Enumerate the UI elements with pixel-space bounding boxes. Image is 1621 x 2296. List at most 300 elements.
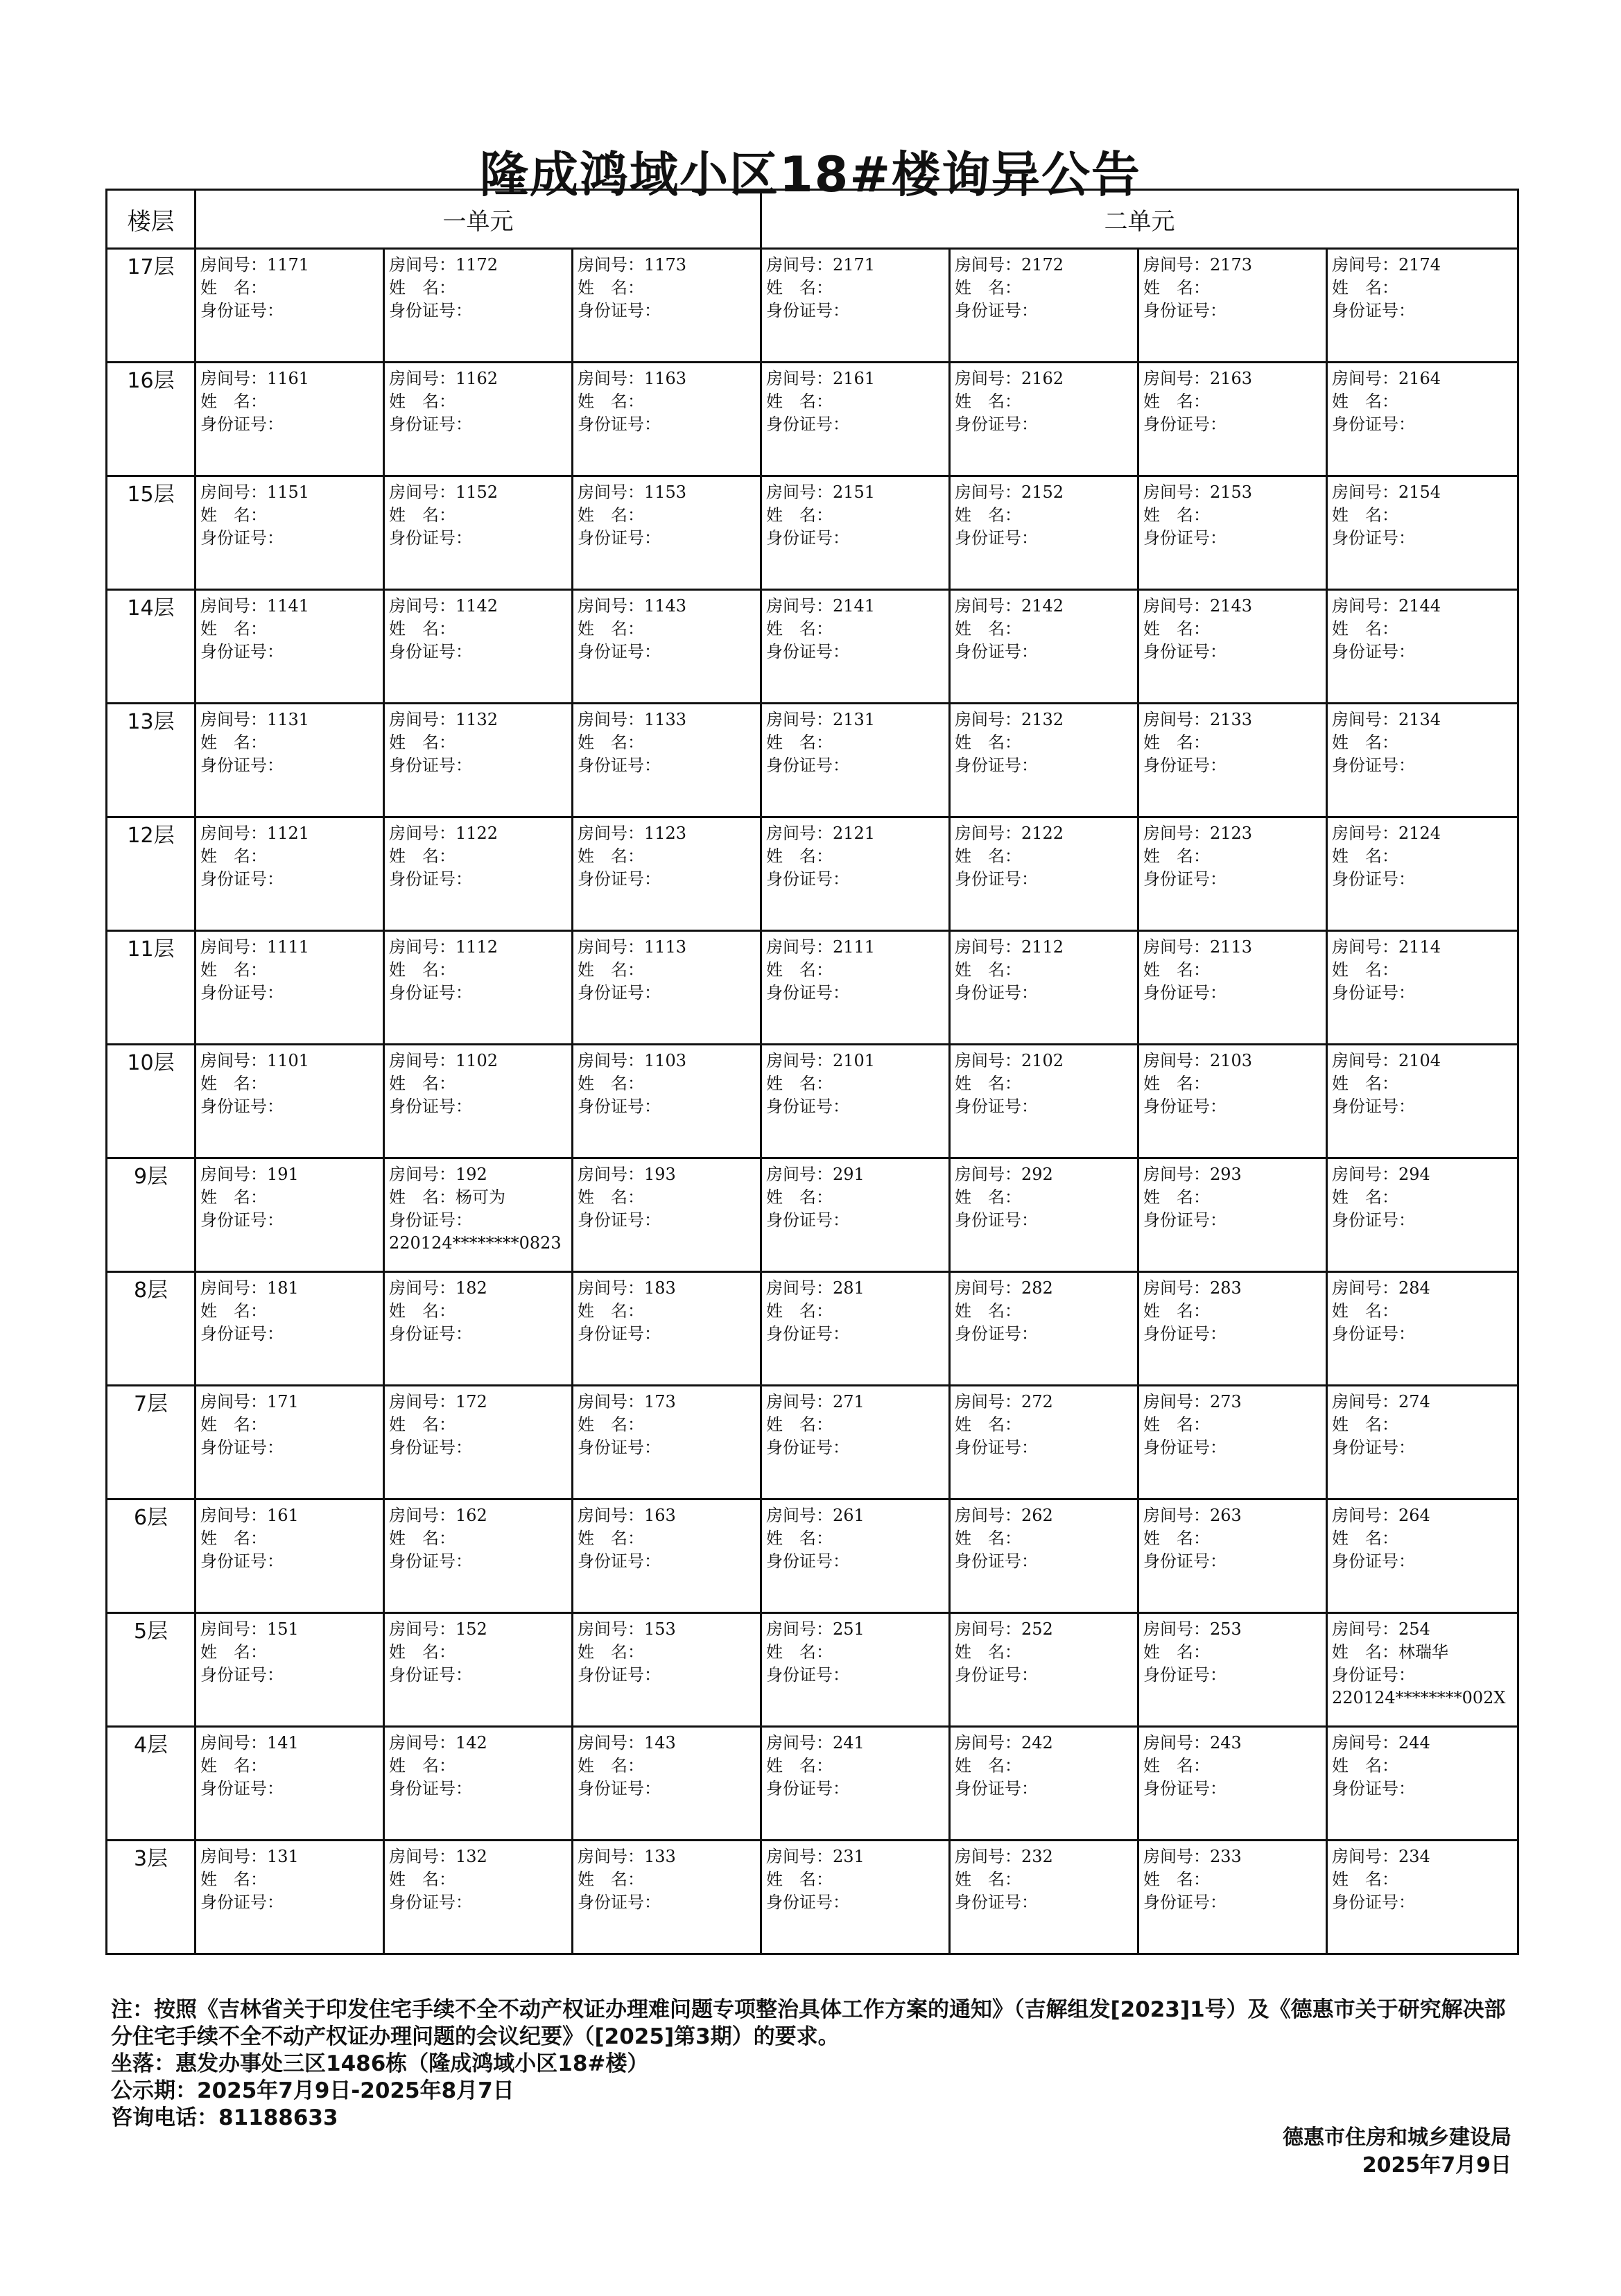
room-id-value (1143, 891, 1326, 914)
room-id-label: 身份证号： (955, 1097, 1038, 1116)
room-name-label: 姓 名： (578, 1415, 644, 1434)
room-room-value: 273 (1210, 1392, 1242, 1411)
room-id-label: 身份证号： (389, 301, 472, 320)
room-room-value: 1101 (267, 1051, 310, 1070)
room-room-label: 房间号： (389, 1165, 456, 1184)
room-cell (196, 1841, 384, 1954)
room-id-value (578, 1687, 760, 1710)
room-room-label: 房间号： (578, 824, 644, 843)
room-id-line (578, 299, 760, 322)
room-room-label: 房间号： (1332, 1278, 1398, 1298)
floor-label: 5层 (107, 1613, 196, 1727)
room-id-line (766, 1664, 948, 1687)
room-name-label: 姓 名： (389, 1074, 456, 1093)
floor-label: 6层 (107, 1499, 196, 1613)
room-room-label: 房间号： (389, 937, 456, 957)
room-room-value: 2153 (1210, 482, 1253, 502)
room-id-value (578, 1346, 760, 1368)
room-room-line (955, 595, 1137, 618)
room-room-line (766, 1504, 948, 1527)
room-id-label: 身份证号： (389, 1324, 472, 1343)
room-room-value: 2141 (833, 596, 876, 616)
room-cell (573, 249, 761, 363)
floor-label: 13层 (107, 704, 196, 817)
room-name-line (200, 277, 383, 299)
room-name-line (1143, 1641, 1326, 1664)
room-cell (761, 249, 950, 363)
room-room-label: 房间号： (389, 1051, 456, 1070)
room-name-line (766, 1641, 948, 1664)
room-name-line (1143, 845, 1326, 868)
room-name-label: 姓 名： (1332, 619, 1398, 638)
room-id-line (1143, 1323, 1326, 1346)
room-id-label: 身份证号： (200, 756, 284, 775)
room-room-label: 房间号： (766, 1278, 833, 1298)
room-room-line (578, 1618, 760, 1641)
room-id-label: 身份证号： (1143, 869, 1226, 889)
room-room-label: 房间号： (1332, 1506, 1398, 1525)
room-id-value (578, 1118, 760, 1141)
room-cell (196, 1386, 384, 1499)
room-id-label: 身份证号： (955, 642, 1038, 661)
floor-column-header: 楼层 (107, 190, 196, 249)
room-id-value (200, 550, 383, 573)
room-room-label: 房间号： (1143, 1278, 1210, 1298)
room-id-value (1332, 663, 1517, 686)
room-cell (1138, 1727, 1327, 1841)
room-room-line (1143, 1391, 1326, 1414)
room-name-label: 姓 名： (1143, 1529, 1210, 1548)
room-cell (950, 249, 1138, 363)
room-id-label: 身份证号： (389, 1438, 472, 1457)
room-id-line (955, 754, 1137, 777)
room-room-line (955, 1504, 1137, 1527)
room-name-line (1143, 618, 1326, 641)
room-room-value: 2101 (833, 1051, 876, 1070)
room-room-label: 房间号： (766, 710, 833, 729)
room-room-value: 1161 (267, 369, 310, 388)
room-id-value (1143, 1800, 1326, 1823)
room-name-label: 姓 名： (200, 619, 267, 638)
room-id-line (200, 1891, 383, 1914)
room-cell (384, 1727, 573, 1841)
room-room-label: 房间号： (200, 482, 267, 502)
room-id-line (766, 413, 948, 436)
floor-label: 15层 (107, 476, 196, 590)
room-room-label: 房间号： (766, 1165, 833, 1184)
room-room-label: 房间号： (389, 1733, 456, 1753)
room-room-label: 房间号： (200, 369, 267, 388)
room-id-value (766, 663, 948, 686)
room-id-value (766, 436, 948, 459)
room-cell (950, 1727, 1138, 1841)
room-name-label: 姓 名： (1332, 1301, 1398, 1321)
room-id-line (578, 1323, 760, 1346)
room-cell (950, 931, 1138, 1045)
room-id-value (389, 1800, 571, 1823)
room-room-line (578, 1504, 760, 1527)
room-id-value (389, 777, 571, 800)
room-room-value: 2171 (833, 255, 876, 275)
room-name-label: 姓 名： (578, 505, 644, 525)
room-cell (573, 590, 761, 704)
room-name-line (200, 618, 383, 641)
room-id-label: 身份证号： (1332, 1324, 1415, 1343)
table-row (107, 704, 1518, 817)
room-room-line (1143, 1618, 1326, 1641)
room-id-label: 身份证号： (1143, 301, 1226, 320)
room-id-line (1332, 1436, 1517, 1459)
room-id-line (1143, 1095, 1326, 1118)
room-id-line (766, 1891, 948, 1914)
room-id-line (1143, 1550, 1326, 1573)
room-room-line (1332, 1277, 1517, 1300)
room-cell (1327, 1045, 1518, 1158)
table-row (107, 590, 1518, 704)
room-room-value: 233 (1210, 1847, 1242, 1866)
room-room-value: 2133 (1210, 710, 1253, 729)
room-id-value (389, 1346, 571, 1368)
room-id-label: 身份证号： (200, 1324, 284, 1343)
room-cell (761, 1613, 950, 1727)
room-name-line (578, 731, 760, 754)
floor-label: 16层 (107, 363, 196, 476)
room-room-value: 1122 (456, 824, 499, 843)
room-id-label: 身份证号： (389, 642, 472, 661)
room-id-label: 身份证号： (1143, 1438, 1226, 1457)
room-cell (1138, 1386, 1327, 1499)
room-room-line (955, 1277, 1137, 1300)
room-room-value: 163 (644, 1506, 676, 1525)
room-name-label: 姓 名： (1332, 1188, 1398, 1207)
room-cell (384, 1158, 573, 1272)
room-id-line (389, 1209, 571, 1232)
room-room-label: 房间号： (1332, 710, 1398, 729)
room-id-line (955, 641, 1137, 663)
room-id-value (955, 1346, 1137, 1368)
room-name-label: 姓 名： (200, 1074, 267, 1093)
room-id-line (766, 1436, 948, 1459)
room-cell (573, 704, 761, 817)
room-name-line (766, 959, 948, 982)
room-id-label: 身份证号： (1143, 1893, 1226, 1912)
room-name-line (955, 618, 1137, 641)
room-id-line (389, 1095, 571, 1118)
room-room-label: 房间号： (200, 824, 267, 843)
room-room-label: 房间号： (955, 1392, 1021, 1411)
room-name-label: 姓 名： (1332, 1529, 1398, 1548)
room-id-label: 身份证号： (200, 1210, 284, 1230)
room-cell (950, 1841, 1138, 1954)
room-name-label: 姓 名： (578, 733, 644, 752)
room-id-value (1143, 322, 1326, 345)
room-cell (196, 476, 384, 590)
room-room-value: 1132 (456, 710, 499, 729)
room-room-value: 2114 (1398, 937, 1441, 957)
room-id-line (955, 1550, 1137, 1573)
room-name-line (200, 504, 383, 527)
room-id-value (389, 1687, 571, 1710)
room-id-label: 身份证号： (389, 1665, 472, 1685)
room-cell (1327, 1386, 1518, 1499)
room-name-line (766, 1755, 948, 1777)
room-name-line (200, 1072, 383, 1095)
room-id-line (1143, 1891, 1326, 1914)
room-id-line (389, 1323, 571, 1346)
room-id-line (1332, 982, 1517, 1004)
phone-text: 咨询电话：81188633 (111, 2105, 338, 2130)
room-room-line (766, 254, 948, 277)
room-id-label: 身份证号： (1332, 642, 1415, 661)
room-room-label: 房间号： (1332, 1165, 1398, 1184)
room-room-label: 房间号： (1143, 482, 1210, 502)
location-text: 坐落：惠发办事处三区1486栋（隆成鸿域小区18#楼） (111, 2051, 649, 2076)
room-room-line (1332, 1732, 1517, 1755)
room-name-line (955, 1868, 1137, 1891)
room-name-line (955, 504, 1137, 527)
room-id-line (1332, 1777, 1517, 1800)
room-cell (573, 1045, 761, 1158)
room-cell (1327, 590, 1518, 704)
room-cell (384, 1841, 573, 1954)
room-room-label: 房间号： (200, 1506, 267, 1525)
room-id-value (200, 322, 383, 345)
floor-label: 3层 (107, 1841, 196, 1954)
room-id-value (955, 1687, 1137, 1710)
room-room-line (578, 481, 760, 504)
room-cell (950, 1158, 1138, 1272)
room-name-label: 姓 名： (1332, 1074, 1398, 1093)
room-id-value (955, 1004, 1137, 1027)
room-name-line (578, 1641, 760, 1664)
room-room-label: 房间号： (766, 1847, 833, 1866)
room-id-line (578, 1664, 760, 1687)
room-name-line (766, 1414, 948, 1436)
room-room-line (389, 1504, 571, 1527)
room-room-value: 1153 (644, 482, 687, 502)
room-room-line (1143, 1504, 1326, 1527)
room-id-value (955, 550, 1137, 573)
room-room-value: 192 (456, 1165, 487, 1184)
room-id-label: 身份证号： (1143, 1551, 1226, 1571)
room-room-label: 房间号： (389, 1392, 456, 1411)
room-id-line (955, 1891, 1137, 1914)
room-id-value (578, 1800, 760, 1823)
room-room-line (1143, 254, 1326, 277)
room-cell (384, 1272, 573, 1386)
room-room-value: 171 (267, 1392, 299, 1411)
room-name-label: 姓 名： (1143, 733, 1210, 752)
room-cell (1138, 931, 1327, 1045)
room-name-label: 姓 名： (389, 1870, 456, 1889)
room-id-label: 身份证号： (955, 869, 1038, 889)
room-name-label: 姓 名： (389, 1188, 456, 1207)
room-room-value: 2143 (1210, 596, 1253, 616)
room-room-value: 1123 (644, 824, 687, 843)
room-room-label: 房间号： (200, 1733, 267, 1753)
room-id-label: 身份证号： (578, 528, 661, 548)
room-room-value: 2104 (1398, 1051, 1441, 1070)
room-room-line (578, 367, 760, 390)
room-name-line (1143, 1072, 1326, 1095)
room-cell (573, 817, 761, 931)
room-name-line (955, 731, 1137, 754)
room-cell (384, 590, 573, 704)
room-id-value (1332, 1346, 1517, 1368)
room-id-line (389, 868, 571, 891)
room-id-line (1143, 641, 1326, 663)
room-id-label: 身份证号： (578, 1665, 661, 1685)
room-id-value (955, 663, 1137, 686)
room-room-line (1332, 254, 1517, 277)
room-room-label: 房间号： (1332, 824, 1398, 843)
room-room-line (578, 1277, 760, 1300)
room-id-line (1143, 413, 1326, 436)
room-name-label: 姓 名： (200, 505, 267, 525)
room-id-line (1332, 754, 1517, 777)
room-name-label: 姓 名： (955, 1188, 1021, 1207)
room-room-line (766, 481, 948, 504)
room-room-value: 1162 (456, 369, 499, 388)
room-name-line (1332, 618, 1517, 641)
room-id-label: 身份证号： (1332, 1779, 1415, 1798)
room-name-label: 姓 名： (766, 1074, 833, 1093)
room-room-value: 263 (1210, 1506, 1242, 1525)
room-id-label: 身份证号： (200, 1665, 284, 1685)
room-id-line (766, 641, 948, 663)
room-id-value (389, 1914, 571, 1937)
room-name-line (1332, 277, 1517, 299)
room-name-label: 姓 名： (578, 960, 644, 980)
room-cell (761, 1272, 950, 1386)
room-room-label: 房间号： (578, 710, 644, 729)
room-id-label: 身份证号： (766, 1665, 849, 1685)
room-name-line (1143, 1868, 1326, 1891)
room-cell (1327, 1158, 1518, 1272)
room-cell (384, 1045, 573, 1158)
room-name-line (389, 845, 571, 868)
room-name-line (1332, 731, 1517, 754)
room-id-label: 身份证号： (766, 1893, 849, 1912)
room-id-label: 身份证号： (766, 756, 849, 775)
room-id-label: 身份证号： (578, 1210, 661, 1230)
room-id-value (389, 891, 571, 914)
room-cell (1327, 363, 1518, 476)
room-id-label: 身份证号： (955, 415, 1038, 434)
table-row (107, 817, 1518, 931)
room-name-line (578, 1300, 760, 1323)
room-room-value: 1133 (644, 710, 687, 729)
room-cell (1138, 363, 1327, 476)
room-id-line (578, 982, 760, 1004)
room-room-label: 房间号： (1332, 1847, 1398, 1866)
room-room-value: 253 (1210, 1619, 1242, 1639)
room-id-label: 身份证号： (1143, 528, 1226, 548)
room-room-value: 272 (1021, 1392, 1053, 1411)
room-id-label: 身份证号： (955, 983, 1038, 1002)
room-cell (1138, 1272, 1327, 1386)
room-cell (573, 1613, 761, 1727)
room-name-line (578, 277, 760, 299)
room-id-line (1332, 1323, 1517, 1346)
room-room-line (766, 822, 948, 845)
room-room-label: 房间号： (200, 255, 267, 275)
room-name-line (766, 1072, 948, 1095)
room-name-label: 姓 名： (955, 278, 1021, 297)
room-name-label: 姓 名： (955, 619, 1021, 638)
room-room-line (200, 1618, 383, 1641)
room-name-line (955, 1641, 1137, 1664)
room-id-value (200, 1800, 383, 1823)
room-name-label: 姓 名： (389, 733, 456, 752)
room-room-line (1143, 1050, 1326, 1072)
room-id-label: 身份证号： (200, 642, 284, 661)
room-id-label: 身份证号： (955, 1665, 1038, 1685)
room-id-value (1332, 436, 1517, 459)
room-name-line (389, 1868, 571, 1891)
room-id-line (389, 1550, 571, 1573)
room-id-value (1143, 1346, 1326, 1368)
room-room-label: 房间号： (1143, 255, 1210, 275)
room-id-label: 身份证号： (955, 1438, 1038, 1457)
room-room-label: 房间号： (955, 1733, 1021, 1753)
room-id-value: 220124********002X (1332, 1688, 1506, 1707)
room-id-label: 身份证号： (578, 301, 661, 320)
room-id-value (1332, 322, 1517, 345)
room-name-label: 姓 名： (766, 392, 833, 411)
room-name-line (200, 1186, 383, 1209)
room-name-line (389, 618, 571, 641)
room-room-label: 房间号： (955, 1619, 1021, 1639)
room-id-value (1143, 436, 1326, 459)
room-room-line (578, 936, 760, 959)
room-room-value: 261 (833, 1506, 865, 1525)
room-name-line (766, 1868, 948, 1891)
room-id-value (766, 891, 948, 914)
room-id-line (766, 868, 948, 891)
room-name-label: 姓 名： (389, 505, 456, 525)
room-name-label: 姓 名： (578, 846, 644, 866)
room-name-value: 杨可为 (456, 1188, 505, 1207)
room-cell (1327, 817, 1518, 931)
room-room-label: 房间号： (578, 1506, 644, 1525)
room-id-value (389, 663, 571, 686)
room-id-value (578, 891, 760, 914)
room-room-value: 2162 (1021, 369, 1064, 388)
room-id-line (389, 299, 571, 322)
room-name-label: 姓 名： (578, 1870, 644, 1889)
room-id-value (1143, 777, 1326, 800)
room-name-label: 姓 名： (1332, 392, 1398, 411)
room-id-line (955, 1323, 1137, 1346)
room-id-value (955, 891, 1137, 914)
room-room-line (200, 1050, 383, 1072)
room-name-label: 姓 名： (200, 1529, 267, 1548)
room-name-line (1143, 277, 1326, 299)
room-name-label: 姓 名： (200, 960, 267, 980)
unit1-header: 一单元 (196, 190, 761, 249)
room-name-label: 姓 名： (1143, 1415, 1210, 1434)
room-room-label: 房间号： (578, 255, 644, 275)
room-room-value: 173 (644, 1392, 676, 1411)
room-room-label: 房间号： (1332, 1051, 1398, 1070)
room-room-line (955, 1163, 1137, 1186)
room-room-label: 房间号： (389, 482, 456, 502)
room-id-label: 身份证号： (766, 1097, 849, 1116)
room-room-line (1143, 708, 1326, 731)
room-name-label: 姓 名： (955, 1870, 1021, 1889)
room-room-value: 131 (267, 1847, 299, 1866)
